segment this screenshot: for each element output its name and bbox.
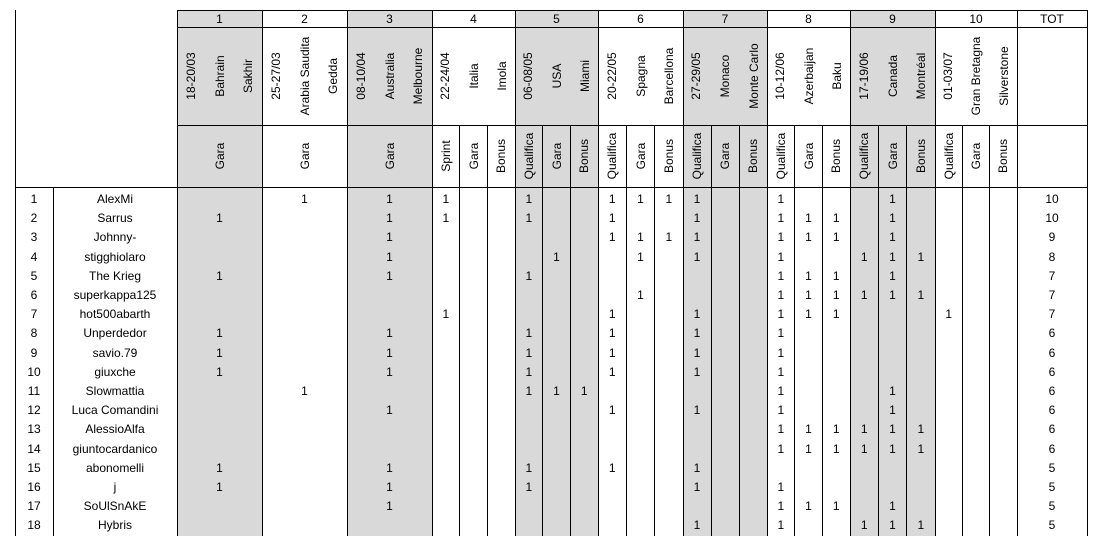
- point-mark: 1: [386, 192, 393, 206]
- round-number: 9: [889, 12, 896, 26]
- grid-line: [626, 125, 627, 536]
- session-label: Gara: [297, 142, 312, 170]
- player-name: Luca Comandini: [71, 403, 159, 418]
- grid-line: [1087, 10, 1088, 536]
- grid-line: [432, 10, 433, 536]
- player-name: giuxche: [94, 364, 136, 379]
- round-circuit: Miami: [577, 60, 592, 92]
- round-number: 5: [553, 12, 560, 26]
- grid-line: [347, 10, 348, 536]
- point-mark: 1: [525, 211, 533, 226]
- point-mark: 1: [860, 288, 868, 302]
- point-mark: 1: [608, 230, 616, 245]
- point-mark: 1: [889, 211, 896, 226]
- point-mark: 1: [637, 192, 644, 206]
- round-circuit: Baku: [829, 62, 844, 90]
- round-country: Monaco: [718, 54, 732, 98]
- grid-line: [962, 125, 963, 536]
- point-mark: 1: [386, 211, 393, 226]
- player-name: Slowmattia: [85, 384, 145, 398]
- point-mark: 1: [777, 518, 785, 533]
- point-mark: 1: [860, 441, 868, 456]
- round-country: USA: [549, 63, 564, 89]
- point-mark: 1: [889, 230, 896, 245]
- point-mark: 1: [805, 288, 812, 302]
- point-mark: 1: [777, 288, 785, 302]
- point-mark: 1: [608, 211, 616, 226]
- point-mark: 1: [608, 403, 616, 418]
- point-mark: 1: [525, 268, 533, 283]
- point-mark: 1: [777, 499, 785, 514]
- player-name: SoUlSnAkE: [83, 499, 147, 514]
- round-country: Italia: [466, 63, 481, 89]
- session-label: Bonus: [913, 138, 928, 174]
- round-number: 4: [470, 12, 477, 26]
- point-mark: 1: [693, 307, 701, 322]
- point-mark: 1: [665, 192, 673, 206]
- point-mark: 1: [693, 230, 701, 245]
- point-mark: 1: [693, 480, 701, 494]
- point-mark: 1: [525, 326, 533, 341]
- grid-line: [177, 10, 1087, 11]
- player-name: hot500abarth: [79, 307, 151, 322]
- session-label: Gara: [382, 142, 397, 170]
- point-mark: 1: [777, 211, 785, 226]
- round-circuit: Gedda: [326, 57, 341, 95]
- point-mark: 1: [637, 249, 644, 264]
- row-total: 6: [1048, 403, 1056, 418]
- point-mark: 1: [805, 230, 812, 245]
- point-mark: 1: [386, 345, 393, 360]
- grid-line: [177, 27, 1087, 28]
- grid-line: [177, 10, 178, 536]
- point-mark: 1: [889, 384, 896, 398]
- grid-line: [683, 10, 684, 536]
- round-number: 3: [386, 12, 393, 26]
- round-country: Australia: [382, 52, 397, 100]
- row-total: 5: [1048, 480, 1056, 494]
- grid-line: [598, 10, 599, 536]
- player-name: Unperdedor: [83, 326, 147, 341]
- grid-line: [262, 10, 263, 536]
- row-total: 5: [1048, 460, 1056, 475]
- session-label: Bonus: [577, 138, 592, 174]
- point-mark: 1: [777, 345, 785, 360]
- point-mark: 1: [917, 249, 925, 264]
- session-label: Qualifica: [521, 132, 536, 180]
- point-mark: 1: [693, 364, 701, 379]
- point-mark: 1: [805, 268, 812, 283]
- point-mark: 1: [553, 249, 560, 264]
- session-label: Gara: [633, 142, 648, 170]
- point-mark: 1: [608, 364, 616, 379]
- point-mark: 1: [442, 192, 450, 206]
- row-position: 14: [27, 441, 41, 456]
- row-position: 18: [27, 518, 41, 533]
- round-number: 1: [216, 12, 223, 26]
- session-label: Qualifica: [857, 132, 872, 180]
- round-date: 06-08/05: [521, 52, 536, 100]
- point-mark: 1: [917, 422, 925, 437]
- point-mark: 1: [917, 441, 925, 456]
- row-total: 5: [1048, 499, 1056, 514]
- round-number: 10: [969, 12, 983, 26]
- session-label: Bonus: [996, 138, 1011, 174]
- point-mark: 1: [805, 422, 812, 437]
- player-name: giuntocardanico: [72, 441, 158, 456]
- point-mark: 1: [832, 268, 840, 283]
- point-mark: 1: [832, 211, 840, 226]
- point-mark: 1: [889, 288, 896, 302]
- round-circuit: Monte Carlo: [746, 43, 761, 109]
- session-label: Bonus: [829, 138, 844, 174]
- session-label: Qualifica: [690, 132, 704, 180]
- point-mark: 1: [777, 403, 785, 418]
- grid-line: [878, 125, 879, 536]
- point-mark: 1: [693, 460, 701, 475]
- point-mark: 1: [608, 345, 616, 360]
- grid-line: [570, 125, 571, 536]
- row-total: 9: [1048, 230, 1056, 245]
- player-name: j: [113, 480, 117, 494]
- point-mark: 1: [216, 364, 223, 379]
- point-mark: 1: [889, 422, 896, 437]
- round-number: 6: [637, 12, 644, 26]
- point-mark: 1: [777, 364, 785, 379]
- grid-line: [459, 125, 460, 536]
- session-label: Gara: [466, 142, 481, 170]
- point-mark: 1: [693, 249, 701, 264]
- row-position: 4: [30, 249, 38, 264]
- round-circuit: Sakhir: [241, 58, 256, 94]
- grid-line: [177, 125, 1087, 126]
- grid-line: [767, 10, 768, 536]
- point-mark: 1: [693, 326, 701, 341]
- point-mark: 1: [889, 518, 896, 533]
- player-name: AlessioAlfa: [85, 422, 145, 437]
- point-mark: 1: [777, 192, 785, 206]
- point-mark: 1: [301, 192, 308, 206]
- point-mark: 1: [386, 403, 393, 418]
- grid-line: [515, 10, 516, 536]
- player-name: Hybris: [97, 518, 132, 533]
- player-name: AlexMi: [96, 192, 133, 206]
- point-mark: 1: [832, 288, 840, 302]
- point-mark: 1: [777, 441, 785, 456]
- point-mark: 1: [832, 230, 840, 245]
- session-label: Gara: [718, 142, 732, 170]
- point-mark: 1: [386, 249, 393, 264]
- point-mark: 1: [442, 307, 450, 322]
- grid-line: [53, 187, 54, 536]
- session-label: Qualifica: [941, 132, 956, 180]
- round-number: 2: [301, 12, 308, 26]
- round-date: 18-20/03: [183, 52, 198, 100]
- point-mark: 1: [386, 460, 393, 475]
- point-mark: 1: [386, 230, 393, 245]
- row-total: 8: [1048, 249, 1056, 264]
- point-mark: 1: [805, 499, 812, 514]
- row-total: 7: [1048, 288, 1056, 302]
- row-total: 6: [1048, 345, 1056, 360]
- row-total: 6: [1048, 441, 1056, 456]
- point-mark: 1: [216, 268, 223, 283]
- round-date: 01-03/07: [941, 52, 956, 100]
- point-mark: 1: [917, 518, 925, 533]
- point-mark: 1: [216, 211, 223, 226]
- point-mark: 1: [442, 211, 450, 226]
- grid-line: [989, 125, 990, 536]
- point-mark: 1: [693, 518, 701, 533]
- grid-line: [15, 10, 16, 536]
- point-mark: 1: [608, 307, 616, 322]
- round-country: Azerbaijan: [801, 47, 816, 105]
- player-name: stigghiolaro: [84, 249, 146, 264]
- point-mark: 1: [889, 249, 896, 264]
- point-mark: 1: [553, 384, 560, 398]
- point-mark: 1: [832, 441, 840, 456]
- point-mark: 1: [889, 403, 896, 418]
- round-country: Canada: [885, 54, 900, 98]
- point-mark: 1: [216, 460, 223, 475]
- point-mark: 1: [216, 345, 223, 360]
- point-mark: 1: [693, 192, 701, 206]
- point-mark: 1: [637, 230, 644, 245]
- point-mark: 1: [693, 211, 701, 226]
- grid-line: [935, 10, 936, 536]
- row-total: 6: [1048, 422, 1056, 437]
- row-position: 17: [27, 499, 41, 514]
- session-label: Gara: [969, 142, 983, 170]
- round-country: Arabia Saudita: [297, 36, 312, 116]
- grid-line: [850, 10, 851, 536]
- session-label: Bonus: [746, 138, 760, 174]
- session-label: Gara: [885, 142, 900, 170]
- row-position: 15: [27, 460, 41, 475]
- round-date: 22-24/04: [438, 52, 453, 100]
- row-position: 11: [27, 384, 41, 398]
- point-mark: 1: [301, 384, 308, 398]
- point-mark: 1: [860, 422, 868, 437]
- point-mark: 1: [693, 403, 701, 418]
- grid-line: [822, 125, 823, 536]
- point-mark: 1: [525, 345, 533, 360]
- point-mark: 1: [777, 268, 785, 283]
- grid-line: [739, 125, 740, 536]
- point-mark: 1: [805, 307, 812, 322]
- point-mark: 1: [777, 422, 785, 437]
- point-mark: 1: [386, 326, 393, 341]
- session-label: Bonus: [494, 138, 509, 174]
- grid-line: [794, 125, 795, 536]
- row-position: 7: [30, 307, 38, 322]
- point-mark: 1: [525, 364, 533, 379]
- session-label: Gara: [801, 142, 816, 170]
- point-mark: 1: [525, 460, 533, 475]
- point-mark: 1: [832, 422, 840, 437]
- point-mark: 1: [777, 384, 785, 398]
- round-circuit: Silverstone: [996, 46, 1011, 106]
- point-mark: 1: [637, 288, 644, 302]
- grid-line: [487, 125, 488, 536]
- tot-header: TOT: [1040, 12, 1064, 26]
- row-position: 9: [30, 345, 38, 360]
- round-date: 10-12/06: [773, 52, 788, 100]
- point-mark: 1: [777, 326, 785, 341]
- session-label: Gara: [212, 142, 227, 170]
- grid-line: [906, 125, 907, 536]
- point-mark: 1: [805, 211, 812, 226]
- point-mark: 1: [805, 441, 812, 456]
- row-total: 6: [1048, 326, 1056, 341]
- point-mark: 1: [386, 364, 393, 379]
- row-position: 1: [30, 192, 38, 206]
- point-mark: 1: [917, 288, 925, 302]
- point-mark: 1: [693, 345, 701, 360]
- grid-line: [711, 125, 712, 536]
- round-country: Spagna: [633, 55, 648, 97]
- round-number: 8: [805, 12, 812, 26]
- row-position: 8: [30, 326, 38, 341]
- row-total: 5: [1048, 518, 1056, 533]
- point-mark: 1: [889, 441, 896, 456]
- point-mark: 1: [608, 326, 616, 341]
- point-mark: 1: [860, 249, 868, 264]
- player-name: abonomelli: [85, 460, 145, 475]
- point-mark: 1: [608, 460, 616, 475]
- row-position: 10: [27, 364, 41, 379]
- point-mark: 1: [386, 268, 393, 283]
- round-date: 17-19/06: [856, 52, 871, 100]
- point-mark: 1: [777, 307, 785, 322]
- point-mark: 1: [889, 192, 896, 206]
- point-mark: 1: [665, 230, 673, 245]
- round-country: Bahrain: [212, 55, 227, 97]
- row-position: 13: [27, 422, 41, 437]
- row-total: 10: [1045, 192, 1059, 206]
- session-label: Bonus: [661, 138, 676, 174]
- point-mark: 1: [386, 480, 393, 494]
- point-mark: 1: [525, 192, 533, 206]
- round-circuit: Imola: [494, 61, 509, 91]
- point-mark: 1: [777, 480, 785, 494]
- session-label: Qualifica: [605, 132, 620, 180]
- point-mark: 1: [216, 480, 223, 494]
- round-circuit: Barcellona: [662, 47, 677, 105]
- point-mark: 1: [608, 192, 616, 206]
- row-position: 2: [30, 211, 38, 226]
- grid-line: [1017, 10, 1018, 536]
- point-mark: 1: [777, 230, 785, 245]
- player-name: superkappa125: [73, 288, 157, 302]
- session-label: Qualifica: [773, 132, 788, 180]
- row-position: 3: [30, 230, 38, 245]
- round-date: 08-10/04: [353, 52, 368, 100]
- round-date: 27-29/05: [689, 52, 704, 100]
- point-mark: 1: [216, 326, 223, 341]
- row-position: 5: [30, 268, 38, 283]
- point-mark: 1: [832, 307, 840, 322]
- row-position: 6: [30, 288, 38, 302]
- round-country: Gran Bretagna: [969, 36, 983, 116]
- player-name: savio.79: [92, 345, 138, 360]
- player-name: The Krieg: [88, 268, 142, 283]
- point-mark: 1: [525, 384, 533, 398]
- grid-line: [654, 125, 655, 536]
- row-total: 6: [1048, 384, 1056, 398]
- point-mark: 1: [945, 307, 952, 322]
- round-circuit: Montréal: [914, 52, 929, 100]
- point-mark: 1: [777, 249, 785, 264]
- row-total: 10: [1045, 211, 1059, 226]
- row-total: 7: [1048, 307, 1056, 322]
- row-position: 12: [27, 403, 41, 418]
- row-total: 6: [1048, 364, 1056, 379]
- player-name: Johnny-: [93, 230, 137, 245]
- session-label: Sprint: [438, 140, 453, 172]
- point-mark: 1: [889, 499, 896, 514]
- grid-line: [542, 125, 543, 536]
- row-position: 16: [27, 480, 41, 494]
- point-mark: 1: [525, 480, 533, 494]
- row-total: 7: [1048, 268, 1056, 283]
- round-date: 25-27/03: [268, 52, 283, 100]
- point-mark: 1: [386, 499, 393, 514]
- player-name: Sarrus: [97, 211, 133, 226]
- round-date: 20-22/05: [604, 52, 619, 100]
- point-mark: 1: [832, 499, 840, 514]
- point-mark: 1: [580, 384, 588, 398]
- point-mark: 1: [860, 518, 868, 533]
- round-number: 7: [721, 12, 729, 26]
- round-circuit: Melbourne: [411, 47, 426, 105]
- point-mark: 1: [889, 268, 896, 283]
- session-label: Gara: [549, 142, 564, 170]
